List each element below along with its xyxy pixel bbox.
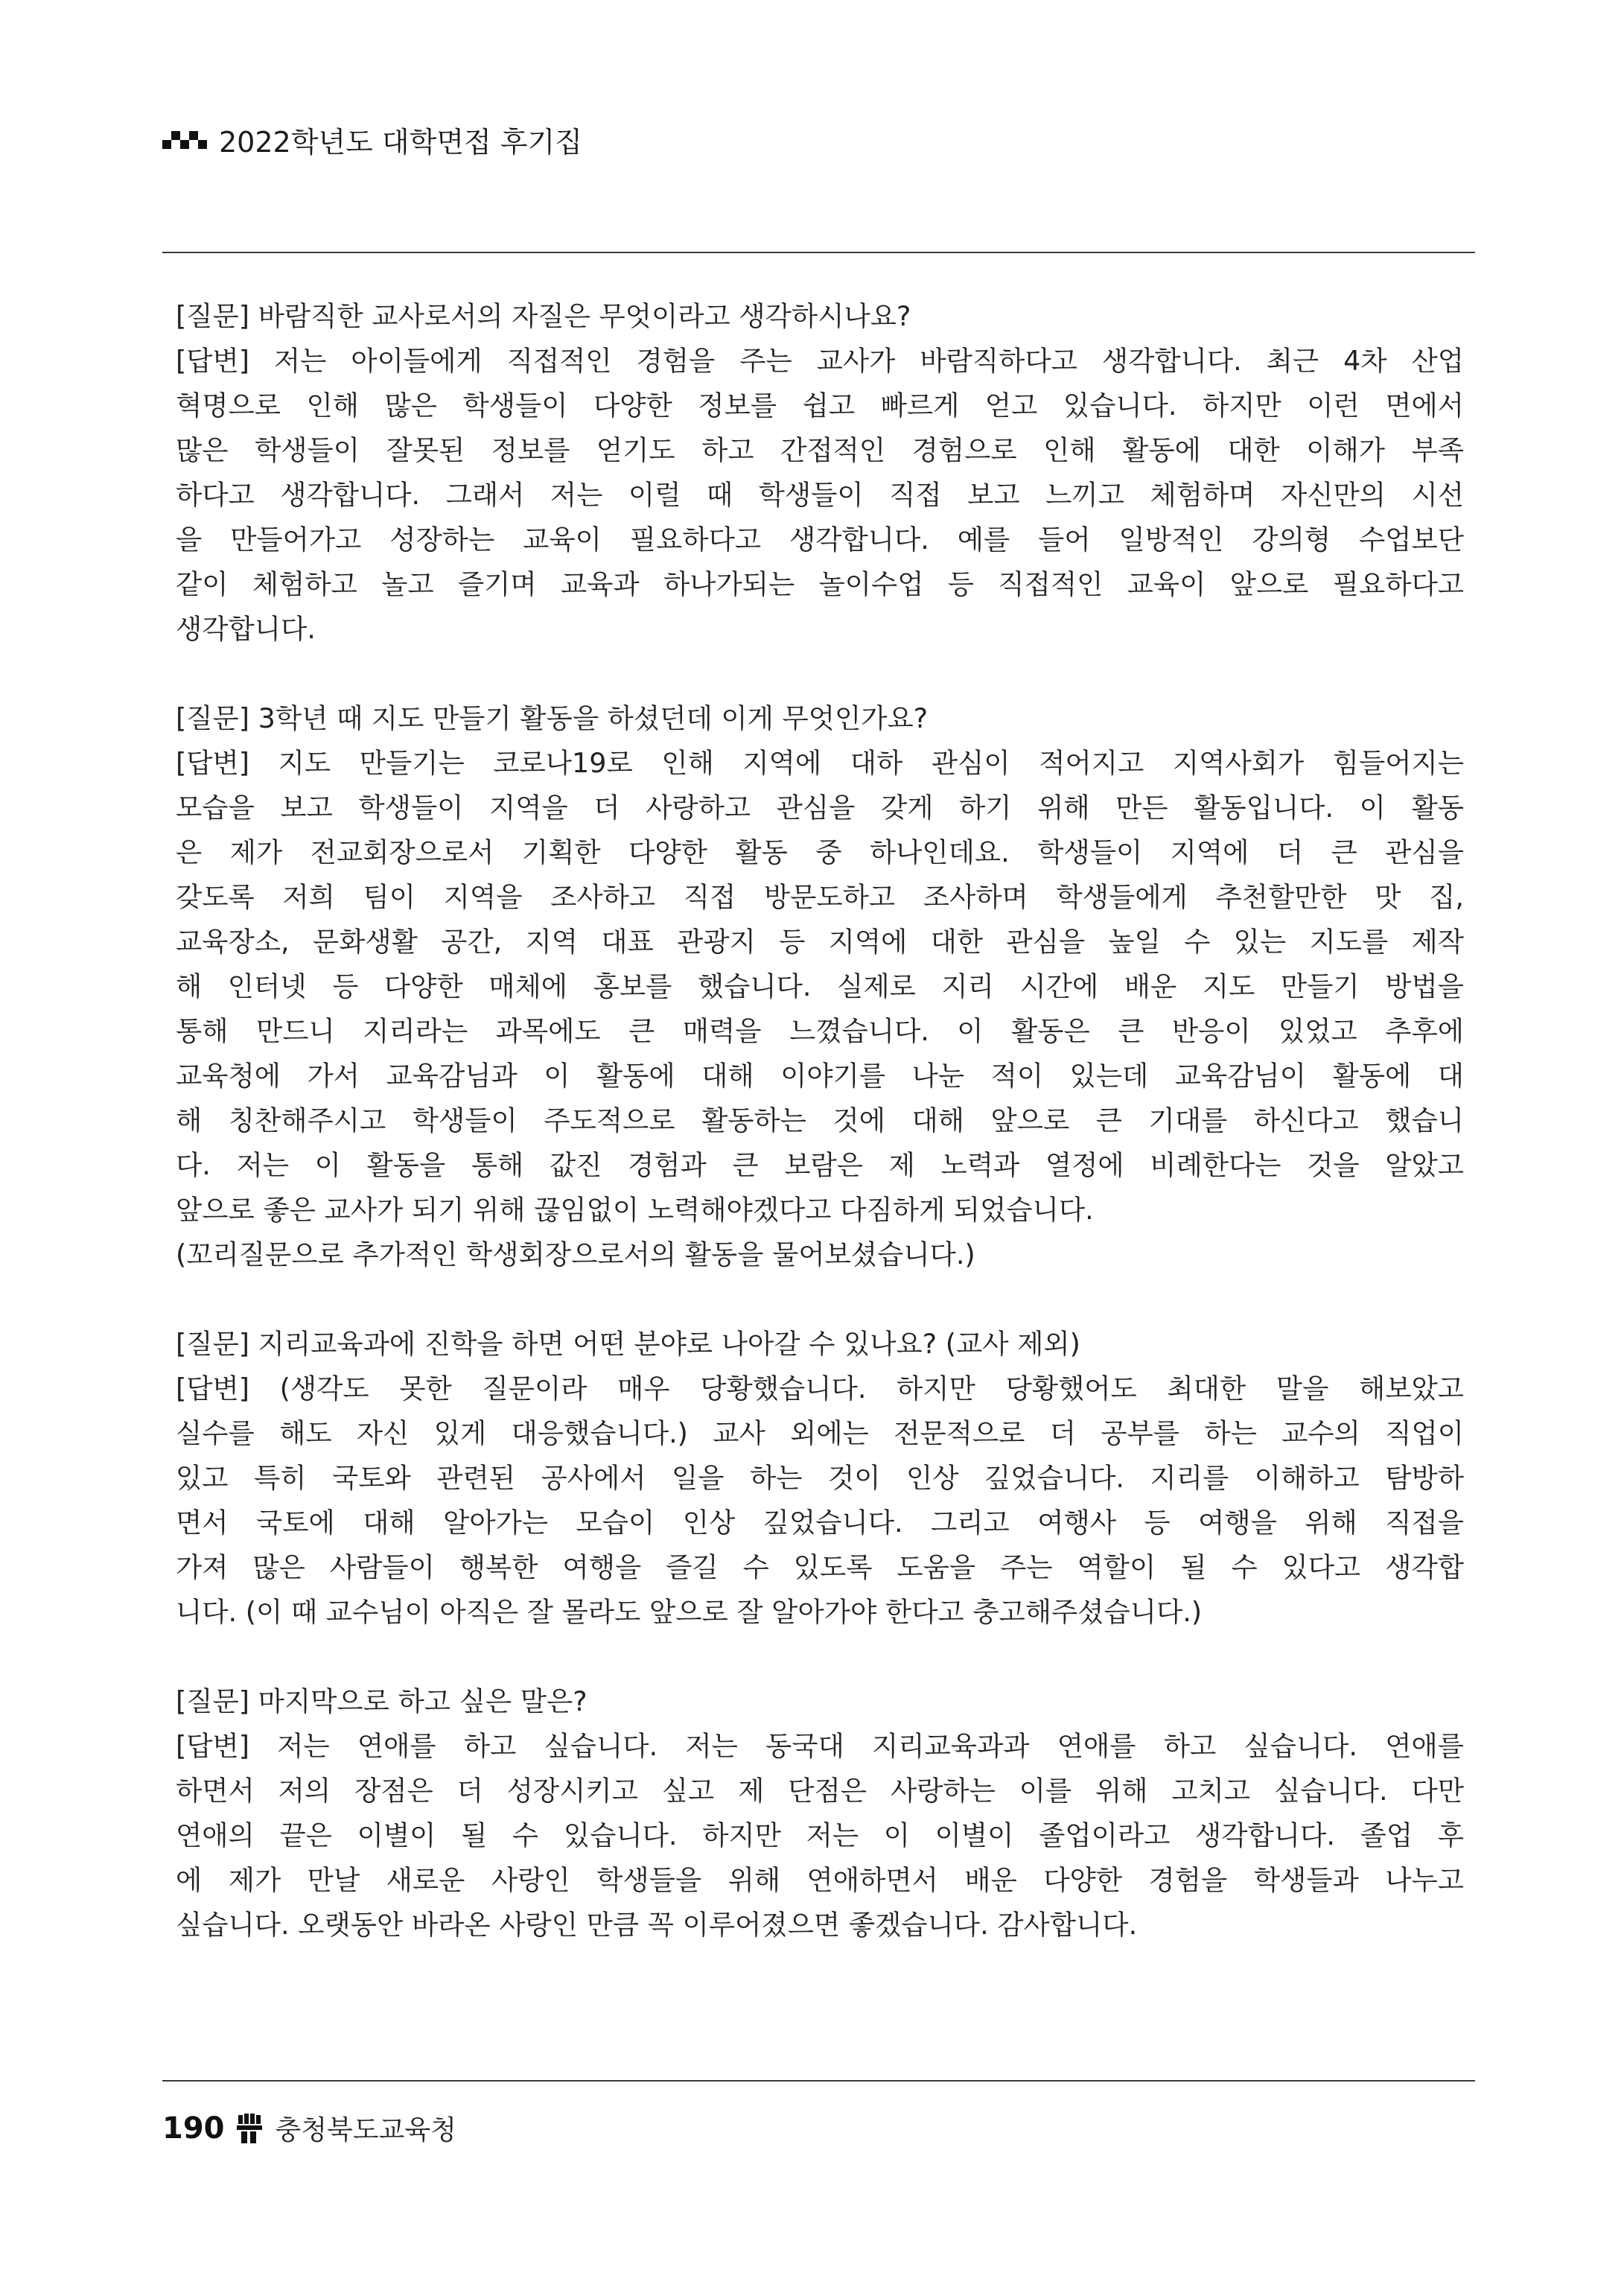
answer-line: 면서 국토에 대해 알아가는 모습이 인상 깊었습니다. 그리고 여행사 등 여행을 위해 직접을 xyxy=(176,1507,1464,1539)
answer-line: [답변] 저는 아이들에게 직접적인 경험을 주는 교사가 바람직하다고 생각합니다. 최근 4차 산업 xyxy=(176,345,1464,377)
answer-line: 해 칭찬해주시고 학생들이 주도적으로 활동하는 것에 대해 앞으로 큰 기대를 하신다고 했습니 xyxy=(176,1104,1464,1136)
answer-line: 을 만들어가고 성장하는 교육이 필요하다고 생각합니다. 예를 들어 일방적인 강의형 수업보단 xyxy=(176,524,1464,556)
qa-block xyxy=(176,1679,1464,1947)
qa-block xyxy=(176,294,1464,652)
answer-line: 연애의 끝은 이별이 될 수 있습니다. 하지만 저는 이 이별이 졸업이라고 생각합니다. 졸업 후 xyxy=(176,1819,1464,1851)
checker-mark-icon xyxy=(162,129,207,151)
interview-content xyxy=(176,294,1464,1947)
answer-line: 모습을 보고 학생들이 지역을 더 사랑하고 관심을 갖게 하기 위해 만든 활동입니다. 이 활동 xyxy=(176,792,1464,824)
answer-line: [답변] 지도 만들기는 코로나19로 인해 지역에 대하 관심이 적어지고 지역사회가 힘들어지는 xyxy=(176,747,1464,779)
answer-line: 가져 많은 사람들이 행복한 여행을 즐길 수 있도록 도움을 주는 역할이 될 수 있다고 생각합 xyxy=(176,1551,1464,1583)
answer-line: 하면서 저의 장점은 더 성장시키고 싶고 제 단점은 사랑하는 이를 위해 고치고 싶습니다. 다만 xyxy=(176,1775,1464,1807)
answer-line: 갖도록 저희 팀이 지역을 조사하고 직접 방문도하고 조사하며 학생들에게 추천할만한 맛 집, xyxy=(176,881,1464,913)
answer-line: [답변] 저는 연애를 하고 싶습니다. 저는 동국대 지리교육과과 연애를 하고 싶습니다. 연애를 xyxy=(176,1730,1464,1762)
answer-line: 앞으로 좋은 교사가 되기 위해 끊임없이 노력해야겠다고 다짐하게 되었습니다. xyxy=(176,1194,1094,1226)
question-line: [질문] 지리교육과에 진학을 하면 어떤 분야로 나아갈 수 있나요? (교사 제외) xyxy=(176,1328,1080,1360)
answer-line: 교육장소, 문화생활 공간, 지역 대표 관광지 등 지역에 대한 관심을 높일 수 있는 지도를 제작 xyxy=(176,926,1464,958)
answer-line: 다. 저는 이 활동을 통해 값진 경험과 큰 보람은 제 노력과 열정에 비례한다는 것을 알았고 xyxy=(176,1149,1464,1181)
answer-line: 싶습니다. 오랫동안 바라온 사랑인 만큼 꼭 이루어졌으면 좋겠습니다. 감사합니다. xyxy=(176,1909,1138,1941)
question-line: [질문] 마지막으로 하고 싶은 말은? xyxy=(176,1685,587,1717)
page-header xyxy=(162,119,582,160)
answer-line: (꼬리질문으로 추가적인 학생회장으로서의 활동을 물어보셨습니다.) xyxy=(176,1238,975,1271)
answer-line: 하다고 생각합니다. 그래서 저는 이럴 때 학생들이 직접 보고 느끼고 체험하며 자신만의 시선 xyxy=(176,479,1464,511)
bottom-divider xyxy=(162,2080,1475,2082)
question-line: [질문] 바람직한 교사로서의 자질은 무엇이라고 생각하시나요? xyxy=(176,300,911,332)
answer-line: 해 인터넷 등 다양한 매체에 홍보를 했습니다. 실제로 지리 시간에 배운 지도 만들기 방법을 xyxy=(176,970,1464,1002)
header-title: 2022학년도 대학면접 후기집 xyxy=(219,126,582,159)
answer-line: 실수를 해도 자신 있게 대응했습니다.) 교사 외에는 전문적으로 더 공부를 하는 교수의 직업이 xyxy=(176,1417,1464,1449)
answer-line: 있고 특히 국토와 관련된 공사에서 일을 하는 것이 인상 깊었습니다. 지리를 이해하고 탐방하 xyxy=(176,1462,1464,1494)
qa-block xyxy=(176,1322,1464,1635)
education-office-logo-icon xyxy=(234,2112,267,2145)
answer-line: 은 제가 전교회장으로서 기획한 다양한 활동 중 하나인데요. 학생들이 지역에 더 큰 관심을 xyxy=(176,836,1464,868)
page-footer xyxy=(162,2109,456,2147)
answer-line: 니다. (이 때 교수님이 아직은 잘 몰라도 앞으로 잘 알아가야 한다고 충고해주셨습니다.) xyxy=(176,1596,1203,1628)
answer-line: 혁명으로 인해 많은 학생들이 다양한 정보를 쉽고 빠르게 얻고 있습니다. 하지만 이런 면에서 xyxy=(176,389,1464,422)
answer-line: 생각합니다. xyxy=(176,613,316,645)
answer-line: [답변] (생각도 못한 질문이라 매우 당황했습니다. 하지만 당황했어도 최대한 말을 해보았고 xyxy=(176,1373,1464,1405)
page-number: 190 xyxy=(162,2111,225,2146)
answer-line: 에 제가 만날 새로운 사랑인 학생들을 위해 연애하면서 배운 다양한 경험을 학생들과 나누고 xyxy=(176,1864,1464,1896)
answer-line: 많은 학생들이 잘못된 정보를 얻기도 하고 간접적인 경험으로 인해 활동에 대한 이해가 부족 xyxy=(176,434,1464,466)
answer-line: 교육청에 가서 교육감님과 이 활동에 대해 이야기를 나눈 적이 있는데 교육감님이 활동에 대 xyxy=(176,1060,1464,1092)
answer-line: 같이 체험하고 놀고 즐기며 교육과 하나가되는 놀이수업 등 직접적인 교육이 앞으로 필요하다고 xyxy=(176,568,1464,600)
qa-block xyxy=(176,696,1464,1277)
top-divider xyxy=(162,252,1475,253)
answer-line: 통해 만드니 지리라는 과목에도 큰 매력을 느꼈습니다. 이 활동은 큰 반응이 있었고 추후에 xyxy=(176,1015,1464,1047)
question-line: [질문] 3학년 때 지도 만들기 활동을 하셨던데 이게 무엇인가요? xyxy=(176,702,929,734)
organization-name: 충청북도교육청 xyxy=(275,2115,456,2146)
